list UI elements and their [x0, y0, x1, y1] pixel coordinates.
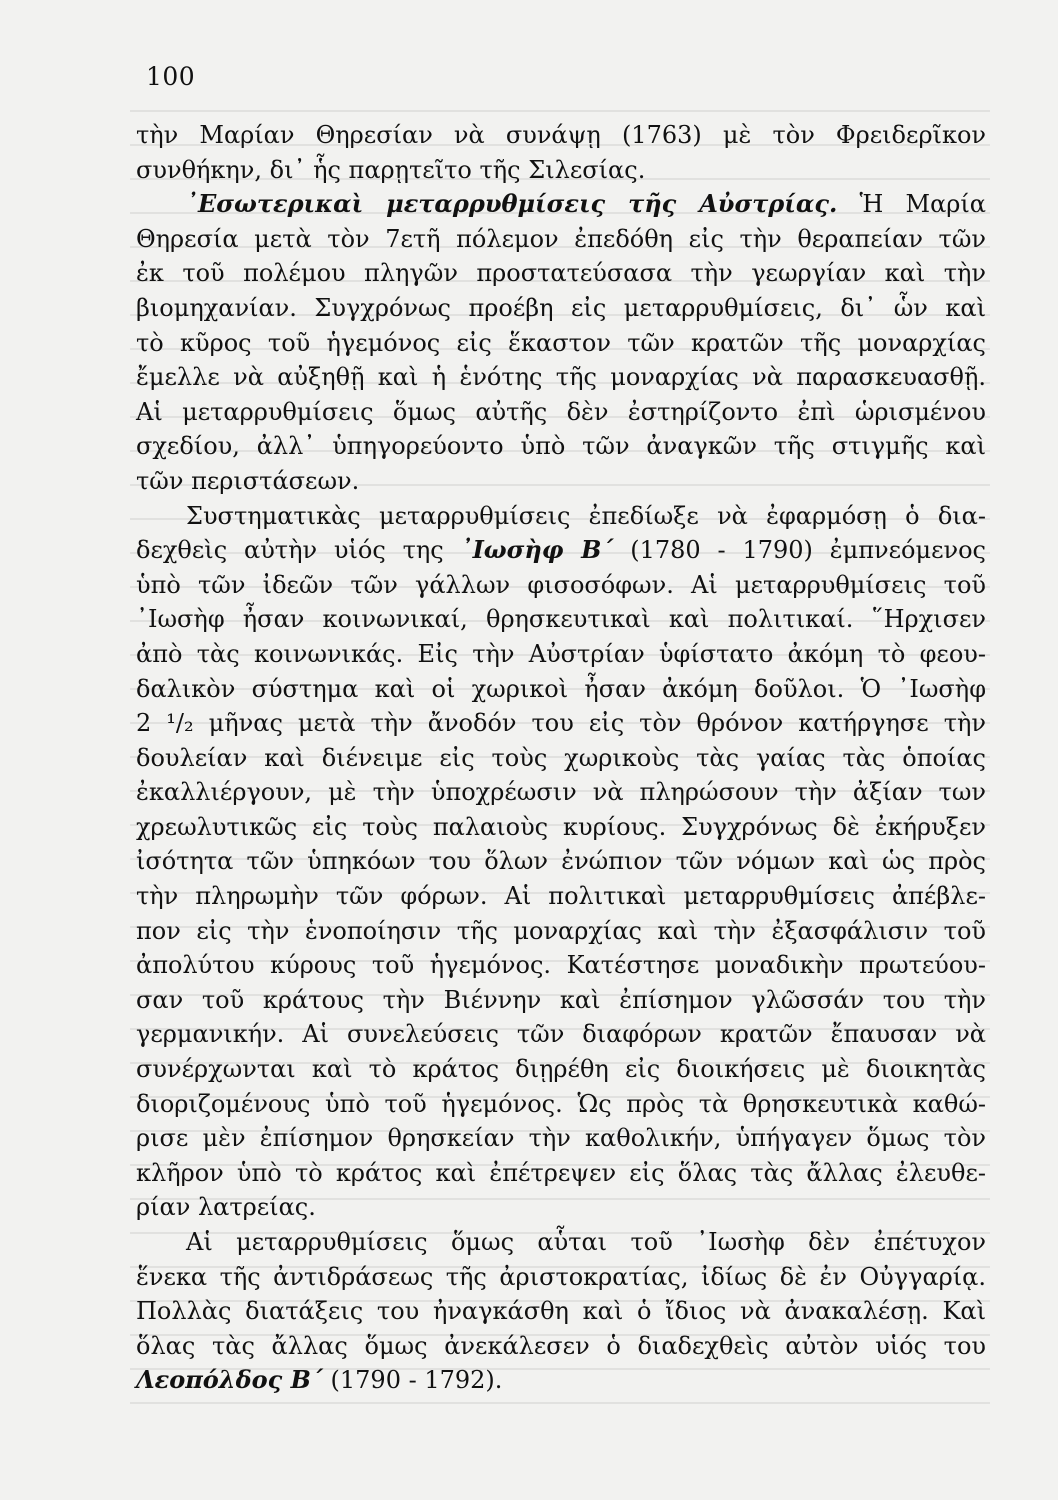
- line-text: Θηρεσία μετὰ τὸν 7ετῆ πόλεμον ἐπεδόθη εἰς τὴν θεραπείαν τῶν: [136, 224, 986, 253]
- line-text: δαλικὸν σύστημα καὶ οἱ χωρικοὶ ἦσαν ἀκόμη δοῦλοι. Ὁ ᾿Ιωσὴφ: [136, 674, 986, 703]
- text-line: [136, 1260, 986, 1295]
- line-text: πον εἰς τὴν ἑνοποίησιν τῆς μοναρχίας καὶ τὴν ἐξασφάλισιν τοῦ: [136, 916, 986, 945]
- text-line: [136, 360, 986, 395]
- line-text: Ἡ Μαρία: [837, 190, 986, 219]
- text-line: [136, 844, 986, 879]
- line-text: ἔμελλε νὰ αὐξηθῇ καὶ ἡ ἑνότης τῆς μοναρχίας νὰ παρασκευασθῇ.: [136, 363, 986, 392]
- text-line: [136, 256, 986, 291]
- bold-heading-text: Λεοπόλδος Β΄: [136, 1365, 323, 1395]
- line-text: (1780 - 1790) ἐμπνεόμενος: [613, 536, 986, 565]
- text-line: [136, 1363, 986, 1398]
- line-text: 2 ¹/₂ μῆνας μετὰ τὴν ἄνοδόν του εἰς τὸν θρόνον κατήργησε τὴν: [136, 709, 986, 738]
- line-text: δουλείαν καὶ διένειμε εἰς τοὺς χωρικοὺς τὰς γαίας τὰς ὁποίας: [136, 743, 986, 772]
- line-text: κλῆρον ὑπὸ τὸ κράτος καὶ ἐπέτρεψεν εἰς ὅλας τὰς ἄλλας ἐλευθε-: [136, 1158, 986, 1187]
- line-text: ἐκαλλιέργουν, μὲ τὴν ὑποχρέωσιν νὰ πληρώσουν τὴν ἀξίαν των: [136, 778, 986, 807]
- text-line: [136, 222, 986, 257]
- text-line: [136, 395, 986, 430]
- line-text: τὴν πληρωμὴν τῶν φόρων. Αἱ πολιτικαὶ μεταρρυθμίσεις ἀπέβλε-: [136, 882, 986, 911]
- line-text: βιομηχανίαν. Συγχρόνως προέβη εἰς μεταρρυθμίσεις, δι᾿ ὧν καὶ: [136, 293, 986, 322]
- bold-heading-text: ᾿Εσωτερικαὶ μεταρρυθμίσεις τῆς Αὐστρίας.: [186, 189, 838, 219]
- text-line: [136, 187, 986, 222]
- line-text: συνέρχωνται καὶ τὸ κράτος διῃρέθη εἰς διοικήσεις μὲ διοικητὰς: [136, 1055, 986, 1084]
- line-text: χρεωλυτικῶς εἰς τοὺς παλαιοὺς κυρίους. Συγχρόνως δὲ ἐκήρυξεν: [136, 812, 986, 841]
- line-text: τῶν περιστάσεων.: [136, 466, 360, 495]
- text-line: [136, 1052, 986, 1087]
- line-text: ὑπὸ τῶν ἰδεῶν τῶν γάλλων φισοσόφων. Αἱ μεταρρυθμίσεις τοῦ: [136, 570, 986, 599]
- line-text: ὅλας τὰς ἄλλας ὅμως ἀνεκάλεσεν ὁ διαδεχθεὶς αὐτὸν υἱός του: [136, 1331, 986, 1360]
- line-text: (1790 - 1792).: [322, 1366, 503, 1395]
- text-line: [136, 464, 986, 499]
- text-line: [136, 706, 986, 741]
- text-line: [136, 118, 986, 153]
- text-line: [136, 775, 986, 810]
- text-line: [136, 948, 986, 983]
- text-line: [136, 153, 986, 188]
- text-line: [136, 810, 986, 845]
- line-text: τὴν Μαρίαν Θηρεσίαν νὰ συνάψῃ (1763) μὲ τὸν Φρειδερῖκον: [136, 121, 986, 149]
- text-line: [136, 1121, 986, 1156]
- line-text: ρίαν λατρείας.: [136, 1193, 316, 1222]
- line-text: δεχθεὶς αὐτὴν υἱός της: [136, 536, 461, 565]
- text-line: [136, 1294, 986, 1329]
- text-line: [136, 533, 986, 568]
- text-line: [136, 637, 986, 672]
- line-text: ᾿Ιωσὴφ ἦσαν κοινωνικαί, θρησκευτικαὶ καὶ πολιτικαί. ῞Ηρχισεν: [136, 605, 986, 634]
- text-line: [136, 1190, 986, 1225]
- text-line: [136, 1087, 986, 1122]
- bold-heading-text: ᾿Ιωσὴφ Β΄: [460, 535, 614, 565]
- text-line: [136, 983, 986, 1018]
- line-text: διοριζομένους ὑπὸ τοῦ ἡγεμόνος. Ὡς πρὸς τὰ θρησκευτικὰ καθώ-: [136, 1089, 986, 1118]
- line-text: σχεδίου, ἀλλ᾿ ὑπηγορεύοντο ὑπὸ τῶν ἀναγκῶν τῆς στιγμῆς καὶ: [136, 432, 986, 461]
- line-text: ρισε μὲν ἐπίσημον θρησκείαν τὴν καθολικήν, ὑπήγαγεν ὅμως τὸν: [136, 1124, 986, 1153]
- line-text: συνθήκην, δι᾿ ἧς παρῃτεῖτο τῆς Σιλεσίας.: [136, 155, 646, 184]
- line-text: ἀπὸ τὰς κοινωνικάς. Εἰς τὴν Αὐστρίαν ὑφίστατο ἀκόμη τὸ φεου-: [136, 639, 986, 668]
- text-line: [136, 672, 986, 707]
- text-line: [136, 741, 986, 776]
- text-line: [136, 1017, 986, 1052]
- line-text: Πολλὰς διατάξεις του ἠναγκάσθη καὶ ὁ ἴδιος νὰ ἀνακαλέσῃ. Καὶ: [136, 1297, 986, 1326]
- line-text: Αἱ μεταρρυθμίσεις ὅμως αὐτῆς δὲν ἐστηρίζοντο ἐπὶ ὡρισμένου: [136, 397, 986, 426]
- page-number: 100: [146, 62, 196, 91]
- line-text: ἀπολύτου κύρους τοῦ ἡγεμόνος. Κατέστησε μοναδικὴν πρωτεύου-: [136, 951, 986, 980]
- text-line: [136, 429, 986, 464]
- line-text: σαν τοῦ κράτους τὴν Βιέννην καὶ ἐπίσημον γλῶσσάν του τὴν: [136, 985, 986, 1014]
- text-line: [136, 914, 986, 949]
- line-text: γερμανικήν. Αἱ συνελεύσεις τῶν διαφόρων κρατῶν ἔπαυσαν νὰ: [136, 1020, 986, 1049]
- body-text: [136, 118, 986, 1398]
- line-text: τὸ κῦρος τοῦ ἡγεμόνος εἰς ἕκαστον τῶν κρατῶν τῆς μοναρχίας: [136, 328, 986, 357]
- text-line: [136, 1329, 986, 1364]
- text-line: [136, 499, 986, 534]
- line-text: Συστηματικὰς μεταρρυθμίσεις ἐπεδίωξε νὰ ἐφαρμόσῃ ὁ δια-: [186, 501, 986, 530]
- line-text: ἰσότητα τῶν ὑπηκόων του ὅλων ἐνώπιον τῶν νόμων καὶ ὡς πρὸς: [136, 847, 986, 876]
- text-line: [136, 291, 986, 326]
- line-text: Αἱ μεταρρυθμίσεις ὅμως αὗται τοῦ ᾿Ιωσὴφ δὲν ἐπέτυχον: [186, 1228, 986, 1256]
- text-line: [136, 326, 986, 361]
- text-line: [136, 1225, 986, 1260]
- line-text: ἕνεκα τῆς ἀντιδράσεως τῆς ἀριστοκρατίας, ἰδίως δὲ ἐν Οὐγγαρίᾳ.: [136, 1262, 986, 1291]
- text-line: [136, 568, 986, 603]
- text-line: [136, 1156, 986, 1191]
- text-line: [136, 602, 986, 637]
- line-text: ἐκ τοῦ πολέμου πληγῶν προστατεύσασα τὴν γεωργίαν καὶ τὴν: [136, 259, 986, 288]
- text-line: [136, 879, 986, 914]
